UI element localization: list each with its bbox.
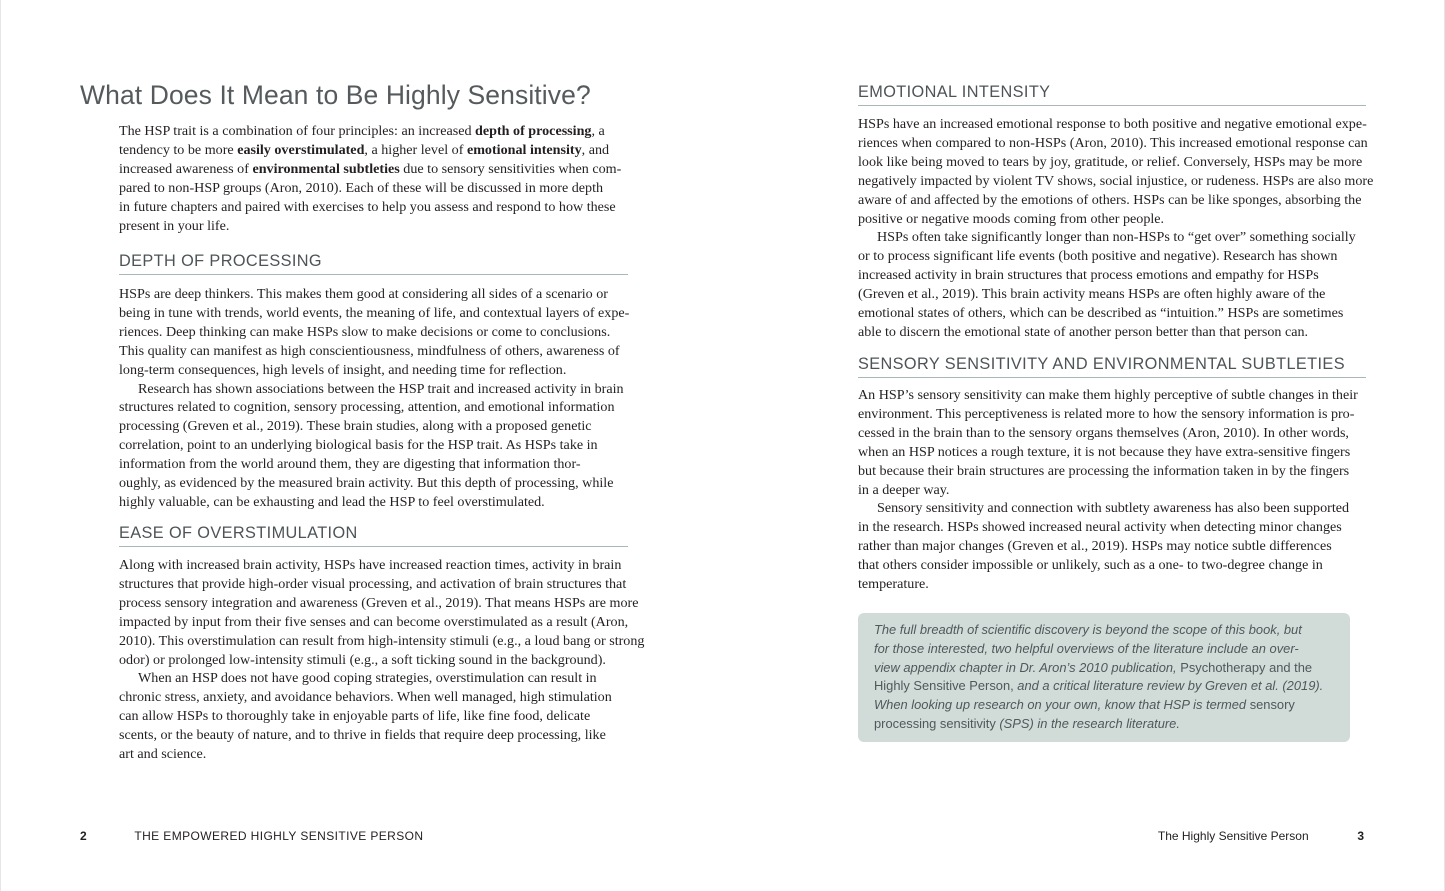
text-line: Along with increased brain activity, HSPs have increased reaction times, activity in brain [119,557,622,573]
text-line: in the research. HSPs showed increased neural activity when detecting minor changes [858,519,1342,536]
text-line: impacted by input from their five senses and can become overstimulated as a result (Aron, [119,613,629,630]
callout-line: processing sensitivity (SPS) in the research literature. [874,715,1180,731]
text-line: positive or negative moods coming from other people. [858,210,1165,227]
text-line: 2010). This overstimulation can result from high-intensity stimuli (e.g., a loud bang or strong [119,632,645,649]
key-term: depth of processing [475,123,592,139]
text-line: pared to non-HSP groups (Aron, 2010). Each of these will be discussed in more depth [119,179,604,196]
page-number: 3 [1357,829,1364,843]
right-page [722,0,1445,891]
text-line: structures related to cognition, sensory processing, attention, and emotional information [119,399,615,416]
paragraph [119,285,628,380]
paragraph [858,386,1366,499]
text-line: oughly, as evidenced by the measured brain activity. But this depth of processing, while [119,475,614,492]
callout-line: When looking up research on your own, know that HSP is termed sensory [874,697,1295,713]
text-line: can allow HSPs to thoroughly take in enjoyable parts of life, like fine food, delicate [119,708,591,725]
text-line: HSPs have an increased emotional response to both positive and negative emotional expe- [858,116,1367,132]
text-line: scents, or the beauty of nature, and to thrive in fields that require deep processing, like [119,727,606,744]
text-line: aware of and affected by the emotions of others. HSPs can be like sponges, absorbing the [858,191,1362,208]
section-body [858,386,1366,594]
section-body [119,556,645,764]
text-line: structures that provide high-order visual processing, and activation of brain structures that [119,575,627,592]
ease-of-overstimulation-section [119,524,645,764]
text-line: when an HSP notices a rough texture, it is not because they have extra-sensitive fingers [858,443,1351,460]
text-line: look like being moved to tears by joy, gratitude, or relief. Conversely, HSPs may be more [858,153,1363,170]
depth-of-processing-section [119,252,628,512]
emotional-intensity-section [858,83,1374,342]
right-footer [1158,829,1364,843]
section-heading-depth-of-processing: DEPTH OF PROCESSING [119,252,628,275]
running-head: The Highly Sensitive Person [1157,829,1309,843]
text-line: correlation, point to an underlying biological basis for the HSP trait. As HSPs take in [119,437,598,454]
text-line: that others consider impossible or unlikely, such as a one- to two-degree change in [858,557,1323,574]
text-line: HSPs are deep thinkers. This makes them good at considering all sides of a scenario or [119,286,608,302]
section-body [119,285,628,512]
text-line: in future chapters and paired with exercises to help you assess and respond to how these [119,198,616,215]
left-footer [80,829,423,843]
text-line: rather than major changes (Greven et al., 2019). HSPs may notice subtle differences [858,538,1332,555]
text-line: (Greven et al., 2019). This brain activity means HSPs are often highly aware of the [858,286,1326,303]
text-line: environment. This perceptiveness is related more to how the sensory information is pro- [858,405,1355,422]
text-line: but because their brain structures are processing the information taken in by the fingers [858,462,1350,479]
text-line: tendency to be more easily overstimulated, a higher level of emotional intensity, and [119,141,610,158]
text-line: An HSP’s sensory sensitivity can make them highly perceptive of subtle changes in their [858,387,1358,403]
paragraph [858,499,1366,594]
text-line: being in tune with trends, world events, the meaning of life, and contextual layers of expe- [119,304,630,321]
text-line: or to process significant life events (both positive and negative). Research has shown [858,248,1338,265]
section-heading-sensory-sensitivity: SENSORY SENSITIVITY AND ENVIRONMENTAL SUBTLETIES [858,355,1366,378]
section-body [858,115,1374,342]
page-number: 2 [80,829,87,843]
text-line: emotional states of others, which can be described as “intuition.” HSPs are sometimes [858,305,1344,322]
running-head: THE EMPOWERED HIGHLY SENSITIVE PERSON [134,829,424,843]
text-line: The HSP trait is a combination of four principles: an increased depth of processing, a [119,123,605,139]
callout-line: Highly Sensitive Person, and a critical literature review by Greven et al. (2019). [874,678,1324,694]
text-line: This quality can manifest as high conscientiousness, mindfulness of others, awareness of [119,342,620,359]
text-line: highly valuable, can be exhausting and lead the HSP to feel overstimulated. [119,493,545,510]
chapter-title: What Does It Mean to Be Highly Sensitive? [80,80,591,110]
text-line: chronic stress, anxiety, and avoidance behaviors. When well managed, high stimulation [119,689,612,706]
key-term: emotional intensity [466,141,582,158]
text-line: odor) or prolonged low-intensity stimuli (e.g., a soft ticking sound in the background). [119,651,606,668]
text-line: negatively impacted by violent TV shows, social injustice, or rudeness. HSPs are also more [858,172,1374,189]
section-heading-emotional-intensity: EMOTIONAL INTENSITY [858,83,1366,106]
text-line: increased activity in brain structures that process emotions and empathy for HSPs [858,267,1319,284]
sensory-sensitivity-section [858,355,1366,594]
text-line: When an HSP does not have good coping strategies, overstimulation can result in [138,670,597,687]
text-line: processing (Greven et al., 2019). These brain studies, along with a proposed genetic [119,418,592,435]
text-line: art and science. [119,746,207,763]
text-line: able to discern the emotional state of another person better than that person can. [858,323,1309,340]
paragraph [858,228,1366,341]
callout-line: view appendix chapter in Dr. Aron’s 2010 publication, Psychotherapy and the [874,659,1313,675]
callout-line: for those interested, two helpful overviews of the literature include an over- [874,640,1299,656]
text-line: Research has shown associations between the HSP trait and increased activity in brain [138,380,624,397]
text-line: information from the world around them, they are digesting that information thor- [119,456,581,473]
text-line: long-term consequences, high levels of insight, and needing time for reflection. [119,361,567,378]
text-line: Sensory sensitivity and connection with subtlety awareness has also been supported [877,500,1350,517]
research-note-callout [858,613,1350,742]
paragraph [858,115,1374,228]
callout-text [874,621,1350,734]
text-line: riences. Deep thinking can make HSPs slow to make decisions or come to conclusions. [119,323,611,340]
paragraph [119,669,628,764]
paragraph [119,556,645,669]
key-term: environmental subtleties [252,160,400,177]
paragraph [119,380,628,512]
text-line: cessed in the brain than to the sensory organs themselves (Aron, 2010). In other words, [858,424,1349,441]
left-page [0,0,722,891]
intro-block [119,122,639,235]
section-heading-ease-of-overstimulation: EASE OF OVERSTIMULATION [119,524,628,547]
text-line: HSPs often take significantly longer than non-HSPs to “get over” something socially [877,229,1356,246]
text-line: process sensory integration and awareness (Greven et al., 2019). That means HSPs are more [119,594,639,611]
text-line: present in your life. [119,217,230,234]
text-line: increased awareness of environmental subtleties due to sensory sensitivities when com- [119,160,622,177]
intro-paragraph [119,122,639,235]
text-line: riences when compared to non-HSPs (Aron, 2010). This increased emotional response can [858,134,1368,151]
key-term: easily overstimulated [237,141,365,158]
text-line: temperature. [858,576,929,593]
text-line: in a deeper way. [858,481,950,498]
callout-line: The full breadth of scientific discovery is beyond the scope of this book, but [874,622,1302,637]
